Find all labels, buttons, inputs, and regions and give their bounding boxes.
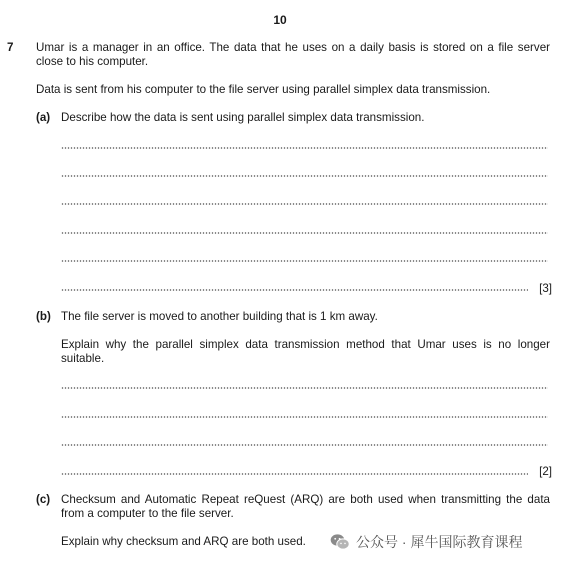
answer-line[interactable] [61,203,548,205]
answer-line[interactable] [61,444,548,446]
answer-line[interactable] [61,473,528,475]
part-b-subtext: Explain why the parallel simplex data transmission method that Umar uses is no longer suitable. [61,338,550,365]
part-a-marks: [3] [539,282,552,295]
question-intro: Umar is a manager in an office. The data that he uses on a daily basis is stored on a file server close to his computer. [36,41,550,68]
watermark-text: 公众号 · 犀牛国际教育课程 [356,534,523,550]
part-c-text: Checksum and Automatic Repeat reQuest (ARQ) are both used when transmitting the data from a computer to the file server. [61,493,550,520]
part-c-label: (c) [36,493,51,506]
answer-line[interactable] [61,147,548,149]
part-a-text: Describe how the data is sent using parallel simplex data transmission. [61,111,425,124]
answer-line[interactable] [61,289,528,291]
answer-line[interactable] [61,175,548,177]
part-a-label: (a) [36,111,51,124]
part-b-marks: [2] [539,465,552,478]
part-b-text: The file server is moved to another building that is 1 km away. [61,310,378,323]
wechat-icon [330,533,350,551]
part-c-subtext: Explain why checksum and ARQ are both used. [61,535,306,548]
answer-line[interactable] [61,416,548,418]
part-b-label: (b) [36,310,51,323]
question-context: Data is sent from his computer to the file server using parallel simplex data transmission. [36,83,491,96]
question-number: 7 [7,41,14,54]
answer-line[interactable] [61,260,548,262]
answer-line[interactable] [61,387,548,389]
watermark [326,531,526,553]
page-number: 10 [273,13,287,27]
answer-line[interactable] [61,232,548,234]
